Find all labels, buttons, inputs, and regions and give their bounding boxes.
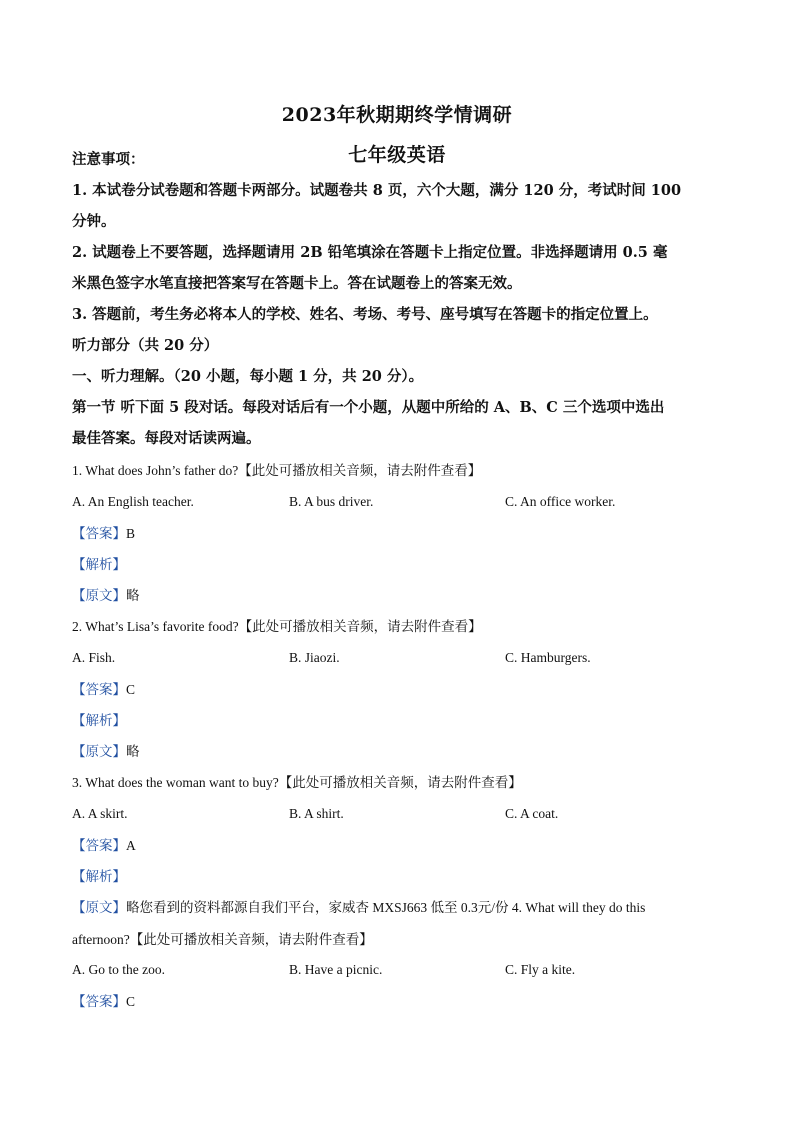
question-1-analysis — [72, 555, 732, 575]
question-2-analysis — [72, 711, 732, 731]
notice-item-1-line-2: 分钟。 — [72, 213, 116, 230]
answer-value: A — [126, 838, 136, 853]
question-4-option-a: A. Go to the zoo. — [72, 962, 165, 977]
answer-label: 【答案】 — [72, 682, 126, 698]
notice-item-2-line-2: 米黑色签字水笔直接把答案写在答题卡上。答在试题卷上的答案无效。 — [72, 275, 522, 292]
original-value: 略 — [126, 588, 140, 603]
question-1-option-b: B. A bus driver. — [289, 494, 374, 509]
question-2-option-b: B. Jiaozi. — [289, 650, 340, 665]
part-1-heading: 一、听力理解。（20 小题，每小题 1 分，共 20 分）。 — [72, 368, 424, 385]
question-4-option-b: B. Have a picnic. — [289, 962, 383, 977]
document-subtitle: 七年级英语 — [348, 144, 446, 166]
question-4-option-c: C. Fly a kite. — [505, 962, 576, 977]
original-label: 【原文】 — [72, 900, 126, 916]
question-3-option-c: C. A coat. — [505, 806, 559, 821]
question-3-original — [72, 898, 732, 918]
section-1-instruction-line-2: 最佳答案。每段对话读两遍。 — [72, 430, 261, 447]
section-1-instruction-line-1: 第一节 听下面 5 段对话。每段对话后有一个小题，从题中所给的 A、B、C 三个选项中选出 — [72, 399, 665, 416]
question-4-text: afternoon?【此处可播放相关音频，请去附件查看】 — [72, 932, 373, 947]
question-1-answer — [72, 524, 732, 544]
answer-label: 【答案】 — [72, 838, 126, 854]
question-3-answer — [72, 836, 732, 856]
question-2-option-c: C. Hamburgers. — [505, 650, 591, 665]
analysis-label: 【解析】 — [72, 869, 126, 885]
question-3-analysis — [72, 867, 732, 887]
question-3-text: 3. What does the woman want to buy?【此处可播放相关音频，请去附件查看】 — [72, 775, 522, 790]
question-1-original — [72, 586, 732, 606]
notice-item-1-line-1: 1. 本试卷分试卷题和答题卡两部分。试题卷共 8 页，六个大题，满分 120 分，考试时间 100 — [72, 182, 682, 199]
notice-heading: 注意事项： — [72, 151, 145, 168]
question-2-answer — [72, 680, 732, 700]
question-1-text: 1. What does John’s father do?【此处可播放相关音频，请去附件查看】 — [72, 463, 482, 478]
original-label: 【原文】 — [72, 588, 126, 604]
question-3-option-a: A. A skirt. — [72, 806, 128, 821]
question-1-option-a: A. An English teacher. — [72, 494, 194, 509]
question-3-option-b: B. A shirt. — [289, 806, 344, 821]
answer-label: 【答案】 — [72, 526, 126, 542]
analysis-label: 【解析】 — [72, 557, 126, 573]
question-4-answer — [72, 992, 732, 1012]
original-value: 略您看到的资料都源自我们平台，家威杏 MXSJ663 低至 0.3元/份 4. What will they do this — [126, 900, 646, 915]
question-2-option-a: A. Fish. — [72, 650, 116, 665]
analysis-label: 【解析】 — [72, 713, 126, 729]
answer-value: C — [126, 994, 136, 1009]
answer-label: 【答案】 — [72, 994, 126, 1010]
original-value: 略 — [126, 744, 140, 759]
answer-value: B — [126, 526, 136, 541]
question-1-option-c: C. An office worker. — [505, 494, 616, 509]
question-2-original — [72, 742, 732, 762]
notice-item-3: 3. 答题前，考生务必将本人的学校、姓名、考场、考号、座号填写在答题卡的指定位置上。 — [72, 306, 658, 323]
listening-part-heading: 听力部分（共 20 分） — [72, 337, 219, 354]
notice-item-2-line-1: 2. 试题卷上不要答题，选择题请用 2B 铅笔填涂在答题卡上指定位置。非选择题请用 0.5 毫 — [72, 244, 668, 261]
answer-value: C — [126, 682, 136, 697]
question-2-text: 2. What’s Lisa’s favorite food?【此处可播放相关音频，请去附件查看】 — [72, 619, 482, 634]
document-title: 2023年秋期期终学情调研 — [281, 104, 513, 126]
original-label: 【原文】 — [72, 744, 126, 760]
